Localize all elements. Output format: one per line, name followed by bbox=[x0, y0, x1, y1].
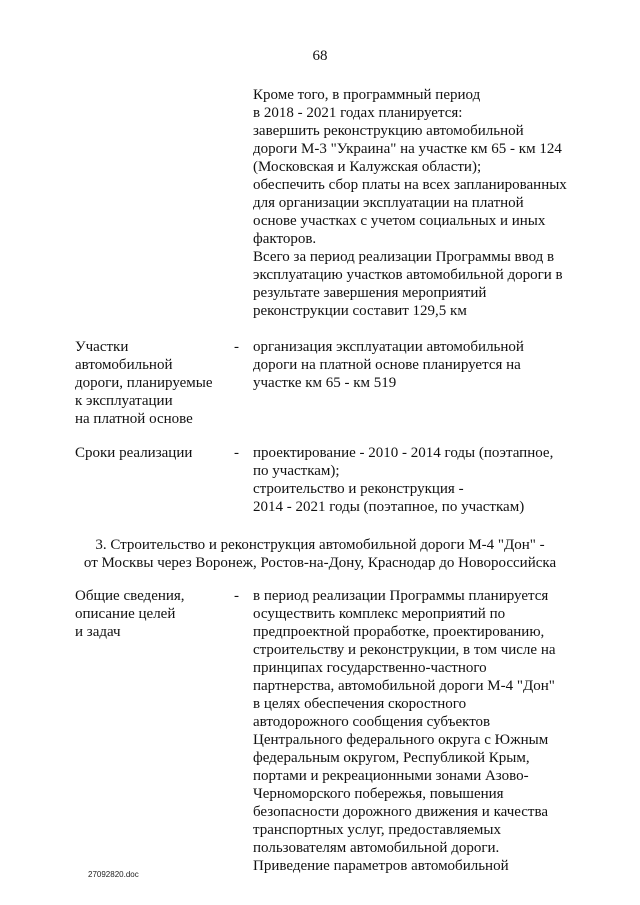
row-text: строительство и реконструкция - bbox=[253, 481, 464, 497]
row-dash: - bbox=[234, 445, 239, 461]
row-text: проектирование - 2010 - 2014 годы (поэтапное, bbox=[253, 445, 554, 461]
top-line: Всего за период реализации Программы ввод в bbox=[253, 249, 555, 265]
row-label: и задач bbox=[75, 624, 121, 640]
row-text: партнерства, автомобильной дороги М-4 "Дон" bbox=[253, 678, 555, 694]
row-text: по участкам); bbox=[253, 463, 340, 479]
row-text: Центрального федерального округа с Южным bbox=[253, 732, 549, 748]
top-line: факторов. bbox=[253, 231, 317, 247]
row-text: дороги на платной основе планируется на bbox=[253, 357, 521, 373]
row-label: автомобильной bbox=[75, 357, 173, 373]
row-text: портами и рекреационными зонами Азово- bbox=[253, 768, 529, 784]
section-heading-line: 3. Строительство и реконструкция автомобильной дороги М-4 "Дон" - bbox=[95, 537, 545, 553]
row-label: Сроки реализации bbox=[75, 445, 193, 461]
row-text: в целях обеспечения скоростного bbox=[253, 696, 467, 712]
row-text: 2014 - 2021 годы (поэтапное, по участкам) bbox=[253, 499, 525, 515]
row-text: осуществить комплекс мероприятий по bbox=[253, 606, 506, 622]
row-text: транспортных услуг, предоставляемых bbox=[253, 822, 501, 838]
top-line: завершить реконструкцию автомобильной bbox=[253, 123, 524, 139]
top-line: в 2018 - 2021 годах планируется: bbox=[253, 105, 463, 121]
row-label: Участки bbox=[75, 339, 129, 355]
top-line: для организации эксплуатации на платной bbox=[253, 195, 524, 211]
row-text: федеральным округом, Республикой Крым, bbox=[253, 750, 530, 766]
top-line: обеспечить сбор платы на всех запланированных bbox=[253, 177, 567, 193]
top-line: (Московская и Калужская области); bbox=[253, 159, 482, 175]
row-label: к эксплуатации bbox=[75, 393, 173, 409]
top-line: эксплуатацию участков автомобильной дороги в bbox=[253, 267, 563, 283]
footer-file-name: 27092820.doc bbox=[88, 870, 139, 879]
row-text: автодорожного сообщения субъектов bbox=[253, 714, 491, 730]
row-label: Общие сведения, bbox=[75, 588, 185, 604]
row-text: принципах государственно-частного bbox=[253, 660, 487, 676]
row-text: пользователям автомобильной дороги. bbox=[253, 840, 500, 856]
row-text: строительству и реконструкции, в том числе на bbox=[253, 642, 556, 658]
row-text: организация эксплуатации автомобильной bbox=[253, 339, 524, 355]
top-line: дороги М-3 "Украина" на участке км 65 - км 124 bbox=[253, 141, 562, 157]
row-text: Приведение параметров автомобильной bbox=[253, 858, 509, 874]
row-text: в период реализации Программы планируется bbox=[253, 588, 549, 604]
top-line: реконструкции составит 129,5 км bbox=[253, 303, 467, 319]
row-text: Черноморского побережья, повышения bbox=[253, 786, 504, 802]
row-text: предпроектной проработке, проектированию, bbox=[253, 624, 545, 640]
row-label: дороги, планируемые bbox=[75, 375, 213, 391]
top-line: Кроме того, в программный период bbox=[253, 87, 481, 103]
section-heading-line: от Москвы через Воронеж, Ростов-на-Дону, Краснодар до Новороссийска bbox=[83, 555, 557, 571]
row-dash: - bbox=[234, 588, 239, 604]
page-number: 68 bbox=[312, 48, 328, 64]
row-label: описание целей bbox=[75, 606, 176, 622]
row-text: участке км 65 - км 519 bbox=[253, 375, 397, 391]
row-dash: - bbox=[234, 339, 239, 355]
top-line: результате завершения мероприятий bbox=[253, 285, 487, 301]
top-line: основе участках с учетом социальных и иных bbox=[253, 213, 546, 229]
row-text: безопасности дорожного движения и качества bbox=[253, 804, 549, 820]
row-label: на платной основе bbox=[75, 411, 193, 427]
